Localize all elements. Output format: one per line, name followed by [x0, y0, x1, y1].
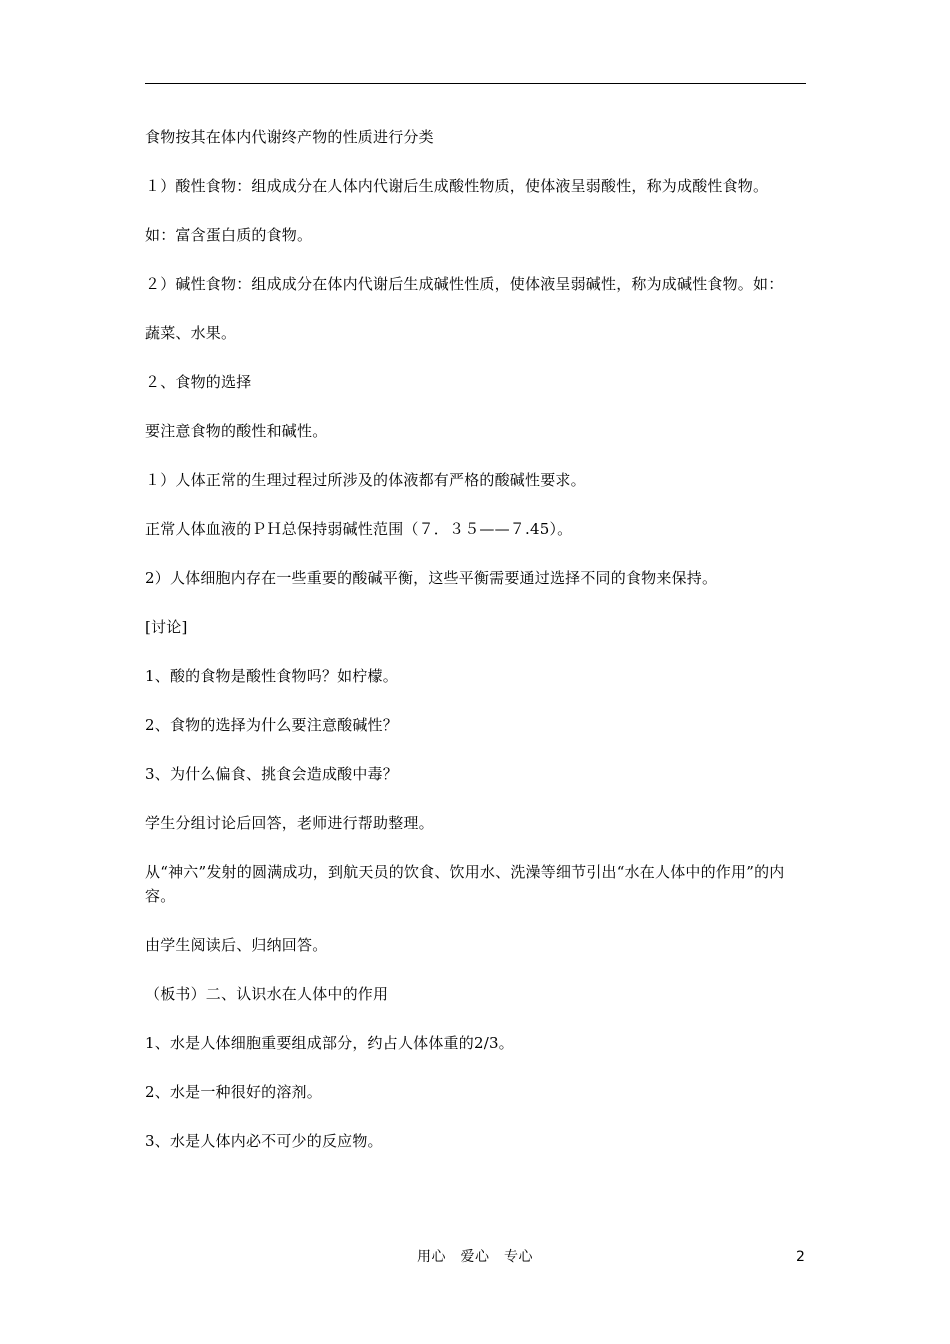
board-heading: （板书）二、认识水在人体中的作用 — [145, 985, 389, 1003]
section-heading: ２、食物的选择 — [145, 373, 252, 391]
paragraph: 食物按其在体内代谢终产物的性质进行分类 — [145, 128, 434, 146]
paragraph: １）酸性食物：组成成分在人体内代谢后生成酸性物质，使体液呈弱酸性，称为成酸性食物。 — [145, 177, 769, 195]
document-body — [145, 125, 809, 1178]
question-item: 3、为什么偏食、挑食会造成酸中毒？ — [145, 765, 398, 783]
paragraph: ２）碱性食物：组成成分在体内代谢后生成碱性性质，使体液呈弱碱性，称为成碱性食物。如： — [145, 275, 784, 293]
paragraph: 学生分组讨论后回答，老师进行帮助整理。 — [145, 814, 434, 832]
paragraph: 蔬菜、水果。 — [145, 324, 237, 342]
footer-motto: 用心 爱心 专心 — [417, 1249, 533, 1265]
paragraph: 要注意食物的酸性和碱性。 — [145, 422, 328, 440]
header-rule — [145, 83, 806, 84]
paragraph: １）人体正常的生理过程过所涉及的体液都有严格的酸碱性要求。 — [145, 471, 586, 489]
question-item: 2、食物的选择为什么要注意酸碱性？ — [145, 716, 398, 734]
paragraph: 正常人体血液的ＰＨ总保持弱碱性范围（７．３５——７.45）。 — [145, 520, 573, 538]
paragraph: 由学生阅读后、归纳回答。 — [145, 936, 328, 954]
paragraph: 2）人体细胞内存在一些重要的酸碱平衡，这些平衡需要通过选择不同的食物来保持。 — [145, 569, 718, 587]
discussion-label: [讨论] — [145, 618, 188, 636]
list-item: 1、水是人体细胞重要组成部分，约占人体体重的2/3。 — [145, 1034, 514, 1052]
list-item: 3、水是人体内必不可少的反应物。 — [145, 1132, 383, 1150]
paragraph: 如：富含蛋白质的食物。 — [145, 226, 313, 244]
paragraph: 从“神六”发射的圆满成功，到航天员的饮食、饮用水、洗澡等细节引出“水在人体中的作用”的内容。 — [145, 863, 785, 905]
page-number: 2 — [796, 1249, 805, 1265]
list-item: 2、水是一种很好的溶剂。 — [145, 1083, 322, 1101]
question-item: 1、酸的食物是酸性食物吗？如柠檬。 — [145, 667, 398, 685]
